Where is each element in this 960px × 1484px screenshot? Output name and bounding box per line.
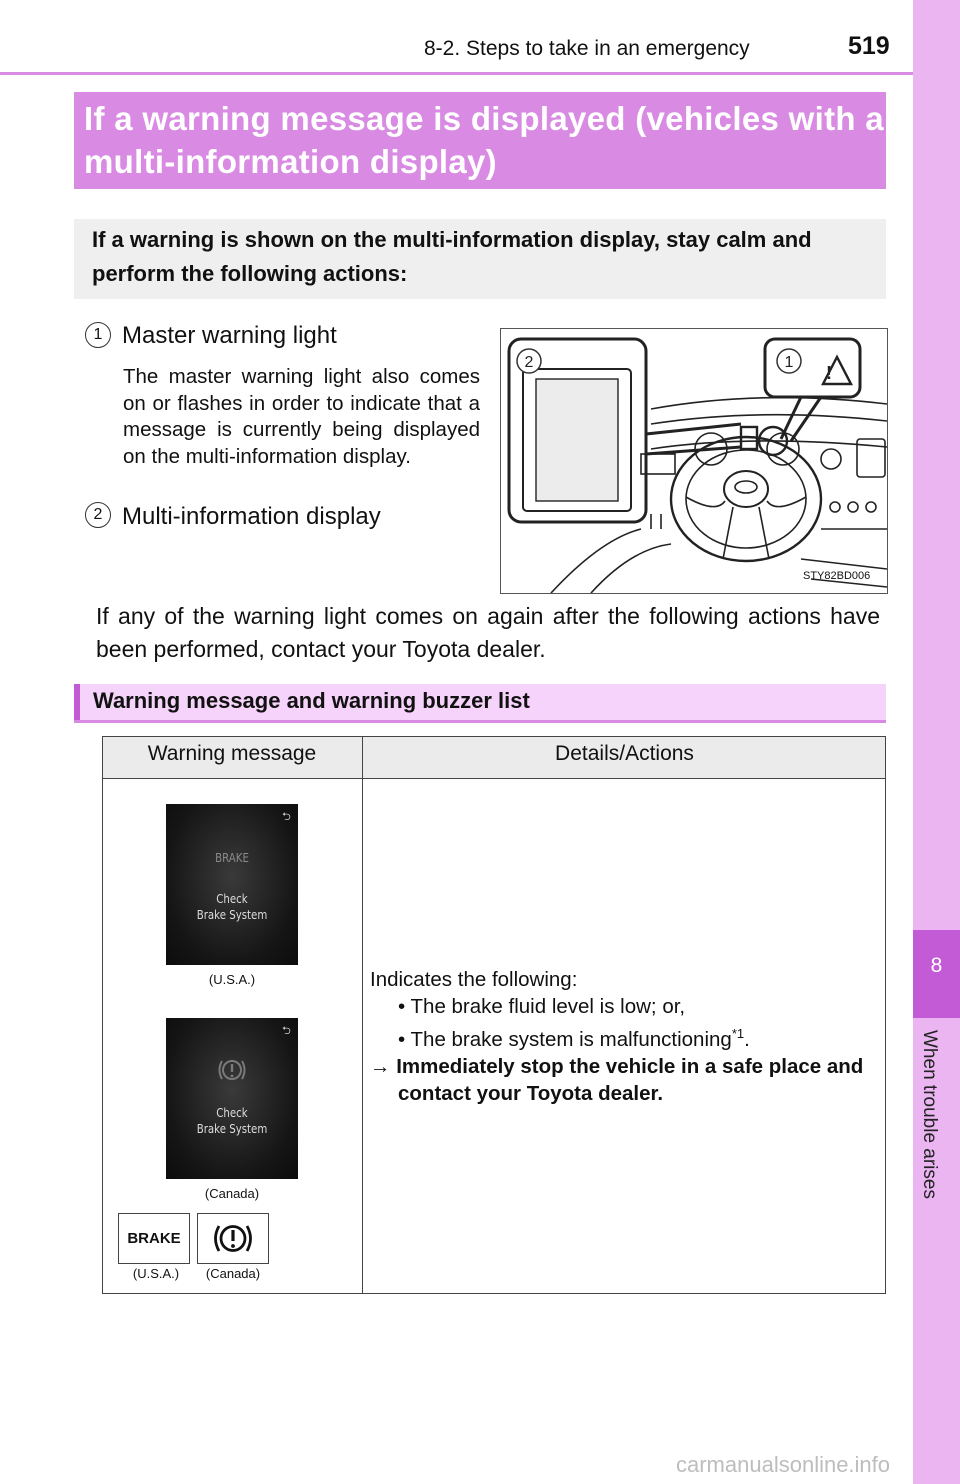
screen-check-label: Check bbox=[216, 892, 248, 906]
return-icon: ⮌ bbox=[282, 811, 291, 823]
instruction-paragraph: If any of the warning light comes on again after the following actions have been performed, contact your Toyota dealer. bbox=[96, 603, 880, 662]
chapter-side-tab bbox=[913, 0, 960, 1484]
callout-label-2: 2 bbox=[524, 354, 534, 371]
chapter-label: When trouble arises bbox=[919, 1030, 940, 1199]
section-title: 8-2. Steps to take in an emergency bbox=[424, 37, 750, 60]
caption-canada-screen: (Canada) bbox=[204, 1186, 260, 1201]
footnote-mark: *1 bbox=[731, 1026, 745, 1041]
details-cell bbox=[370, 966, 880, 1107]
table-column-divider bbox=[362, 736, 363, 1294]
page-title: If a warning message is displayed (vehicles with a multi-information display) bbox=[84, 100, 884, 180]
table-header-details: Details/Actions bbox=[555, 742, 694, 765]
subheading-rule bbox=[74, 720, 886, 723]
brake-indicator-usa: BRAKE bbox=[118, 1213, 190, 1264]
arrow-icon: → bbox=[370, 1054, 391, 1078]
caption-canada-indicator: (Canada) bbox=[205, 1266, 261, 1281]
brake-warning-icon bbox=[198, 1214, 268, 1263]
caption-usa-screen: (U.S.A.) bbox=[208, 972, 256, 987]
brake-screen-usa bbox=[166, 804, 298, 965]
return-icon: ⮌ bbox=[282, 1025, 291, 1037]
intro-text: If a warning is shown on the multi-information display, stay calm and perform the following actions: bbox=[92, 227, 812, 286]
brake-indicator-canada bbox=[197, 1213, 269, 1264]
screen-check-label: Check bbox=[216, 1106, 248, 1120]
header-rule bbox=[0, 72, 913, 75]
details-action: → Immediately stop the vehicle in a safe place and contact your Toyota dealer. bbox=[370, 1054, 864, 1105]
chapter-number: 8 bbox=[930, 954, 943, 977]
details-intro: Indicates the following: bbox=[370, 968, 578, 991]
details-bullet-1: • The brake fluid level is low; or, bbox=[398, 995, 686, 1018]
subheading-text: Warning message and warning buzzer list bbox=[93, 688, 530, 713]
brake-warning-icon bbox=[216, 1056, 248, 1084]
illustration-code: STY82BD006 bbox=[803, 570, 871, 582]
item-number-1: 1 bbox=[85, 322, 111, 348]
table-header-warning-message: Warning message bbox=[147, 742, 317, 765]
screen-brake-label: BRAKE bbox=[215, 851, 249, 865]
callout-label-1: 1 bbox=[784, 354, 794, 371]
svg-text:!: ! bbox=[826, 363, 832, 383]
dashboard-drawing bbox=[501, 329, 887, 593]
screen-system-label: Brake System bbox=[196, 1122, 268, 1136]
caption-usa-indicator: (U.S.A.) bbox=[132, 1266, 180, 1281]
page-number: 519 bbox=[848, 32, 890, 60]
dashboard-illustration bbox=[500, 328, 888, 594]
watermark: carmanualsonline.info bbox=[676, 1452, 891, 1477]
item-title-master-warning: Master warning light bbox=[122, 322, 337, 349]
screen-system-label: Brake System bbox=[196, 908, 268, 922]
brake-screen-canada bbox=[166, 1018, 298, 1179]
item-description-master-warning: The master warning light also comes on or flashes in order to indicate that a message is currently being displayed on the multi-information display. bbox=[123, 365, 480, 468]
details-bullet-2: • The brake system is malfunctioning$^{*1}$. bbox=[398, 1026, 750, 1051]
item-title-multi-info-display: Multi-information display bbox=[122, 503, 381, 530]
item-number-2: 2 bbox=[85, 502, 111, 528]
